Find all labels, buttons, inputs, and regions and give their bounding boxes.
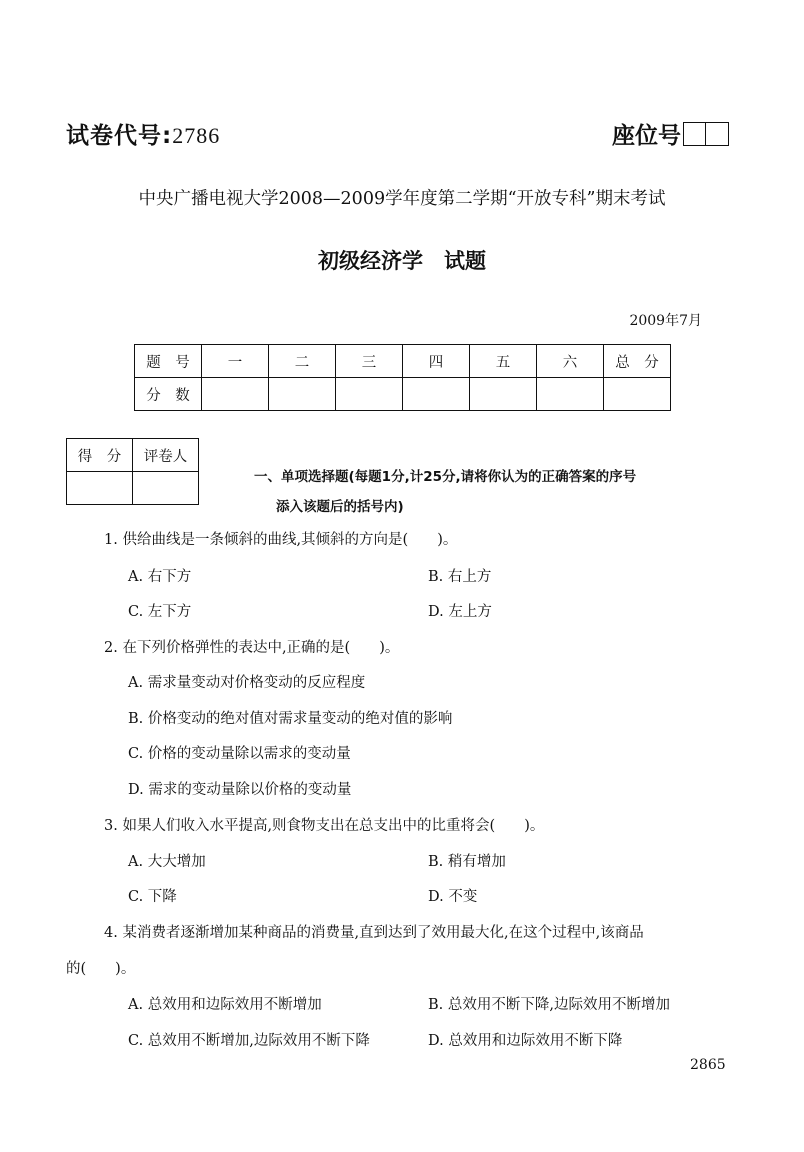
question-4-option-d: D. 总效用和边际效用不断下降 bbox=[428, 1033, 623, 1049]
grader-blank bbox=[133, 472, 199, 505]
question-2-stem: 2. 在下列价格弹性的表达中,正确的是( )。 bbox=[104, 640, 400, 656]
score-blank bbox=[269, 378, 336, 411]
question-3-option-c: C. 下降 bbox=[128, 889, 177, 905]
grader-table bbox=[66, 438, 199, 505]
score-cell: 分 数 bbox=[135, 378, 202, 411]
grader-header-row bbox=[67, 439, 199, 472]
seat-label: 座位号 bbox=[612, 123, 681, 149]
question-3-option-b: B. 稍有增加 bbox=[428, 854, 506, 870]
question-3-stem: 3. 如果人们收入水平提高,则食物支出在总支出中的比重将会( )。 bbox=[104, 818, 545, 834]
question-3-option-a: A. 大大增加 bbox=[128, 854, 206, 870]
question-4-option-b: B. 总效用不断下降,边际效用不断增加 bbox=[428, 997, 670, 1013]
exam-name: 中央广播电视大学2008—2009学年度第二学期“开放专科”期末考试 bbox=[138, 189, 666, 209]
question-2-option-a: A. 需求量变动对价格变动的反应程度 bbox=[128, 675, 366, 691]
score-table bbox=[134, 344, 671, 411]
grader-blank-row bbox=[67, 472, 199, 505]
score-cell: 题 号 bbox=[135, 345, 202, 378]
question-2-option-d: D. 需求的变动量除以价格的变动量 bbox=[128, 782, 352, 798]
paper-code bbox=[66, 117, 220, 150]
seat-number bbox=[612, 117, 729, 150]
grader-blank bbox=[67, 472, 133, 505]
grader-score-label: 得 分 bbox=[67, 439, 133, 472]
score-table-value-row bbox=[135, 378, 671, 411]
score-cell: 一 bbox=[202, 345, 269, 378]
seat-box bbox=[706, 122, 729, 146]
question-2-option-b: B. 价格变动的绝对值对需求量变动的绝对值的影响 bbox=[128, 711, 453, 727]
section-heading-line1: 一、单项选择题(每题1分,计25分,请将你认为的正确答案的序号 bbox=[254, 469, 637, 485]
grader-name-label: 评卷人 bbox=[133, 439, 199, 472]
question-3-option-d: D. 不变 bbox=[428, 889, 478, 905]
score-blank bbox=[537, 378, 604, 411]
question-4-option-a: A. 总效用和边际效用不断增加 bbox=[128, 997, 322, 1013]
score-blank bbox=[604, 378, 671, 411]
score-blank bbox=[202, 378, 269, 411]
question-1-option-a: A. 右下方 bbox=[128, 569, 192, 585]
seat-boxes bbox=[683, 122, 729, 146]
score-blank bbox=[336, 378, 403, 411]
question-1-option-d: D. 左上方 bbox=[428, 604, 492, 620]
question-4-stem: 4. 某消费者逐渐增加某种商品的消费量,直到达到了效用最大化,在这个过程中,该商品 bbox=[104, 925, 644, 941]
score-blank bbox=[403, 378, 470, 411]
score-cell: 二 bbox=[269, 345, 336, 378]
question-4-option-c: C. 总效用不断增加,边际效用不断下降 bbox=[128, 1033, 370, 1049]
page-title: 初级经济学 试题 bbox=[318, 249, 486, 273]
paper-code-label: 试卷代号: bbox=[66, 123, 173, 149]
seat-box bbox=[683, 122, 706, 146]
paper-code-number: 2786 bbox=[172, 123, 221, 148]
score-cell: 总 分 bbox=[604, 345, 671, 378]
question-1-option-c: C. 左下方 bbox=[128, 604, 192, 620]
score-cell: 四 bbox=[403, 345, 470, 378]
score-table-header-row bbox=[135, 345, 671, 378]
exam-date: 2009年7月 bbox=[629, 313, 702, 329]
question-4-stem-continued: 的( )。 bbox=[66, 961, 136, 977]
score-cell: 六 bbox=[537, 345, 604, 378]
page-number: 2865 bbox=[690, 1057, 726, 1073]
score-blank bbox=[470, 378, 537, 411]
score-cell: 三 bbox=[336, 345, 403, 378]
question-1-option-b: B. 右上方 bbox=[428, 569, 492, 585]
question-2-option-c: C. 价格的变动量除以需求的变动量 bbox=[128, 746, 351, 762]
question-1-stem: 1. 供给曲线是一条倾斜的曲线,其倾斜的方向是( )。 bbox=[104, 532, 458, 548]
score-cell: 五 bbox=[470, 345, 537, 378]
section-heading-line2: 添入该题后的括号内) bbox=[276, 499, 404, 515]
section-heading bbox=[254, 462, 636, 522]
